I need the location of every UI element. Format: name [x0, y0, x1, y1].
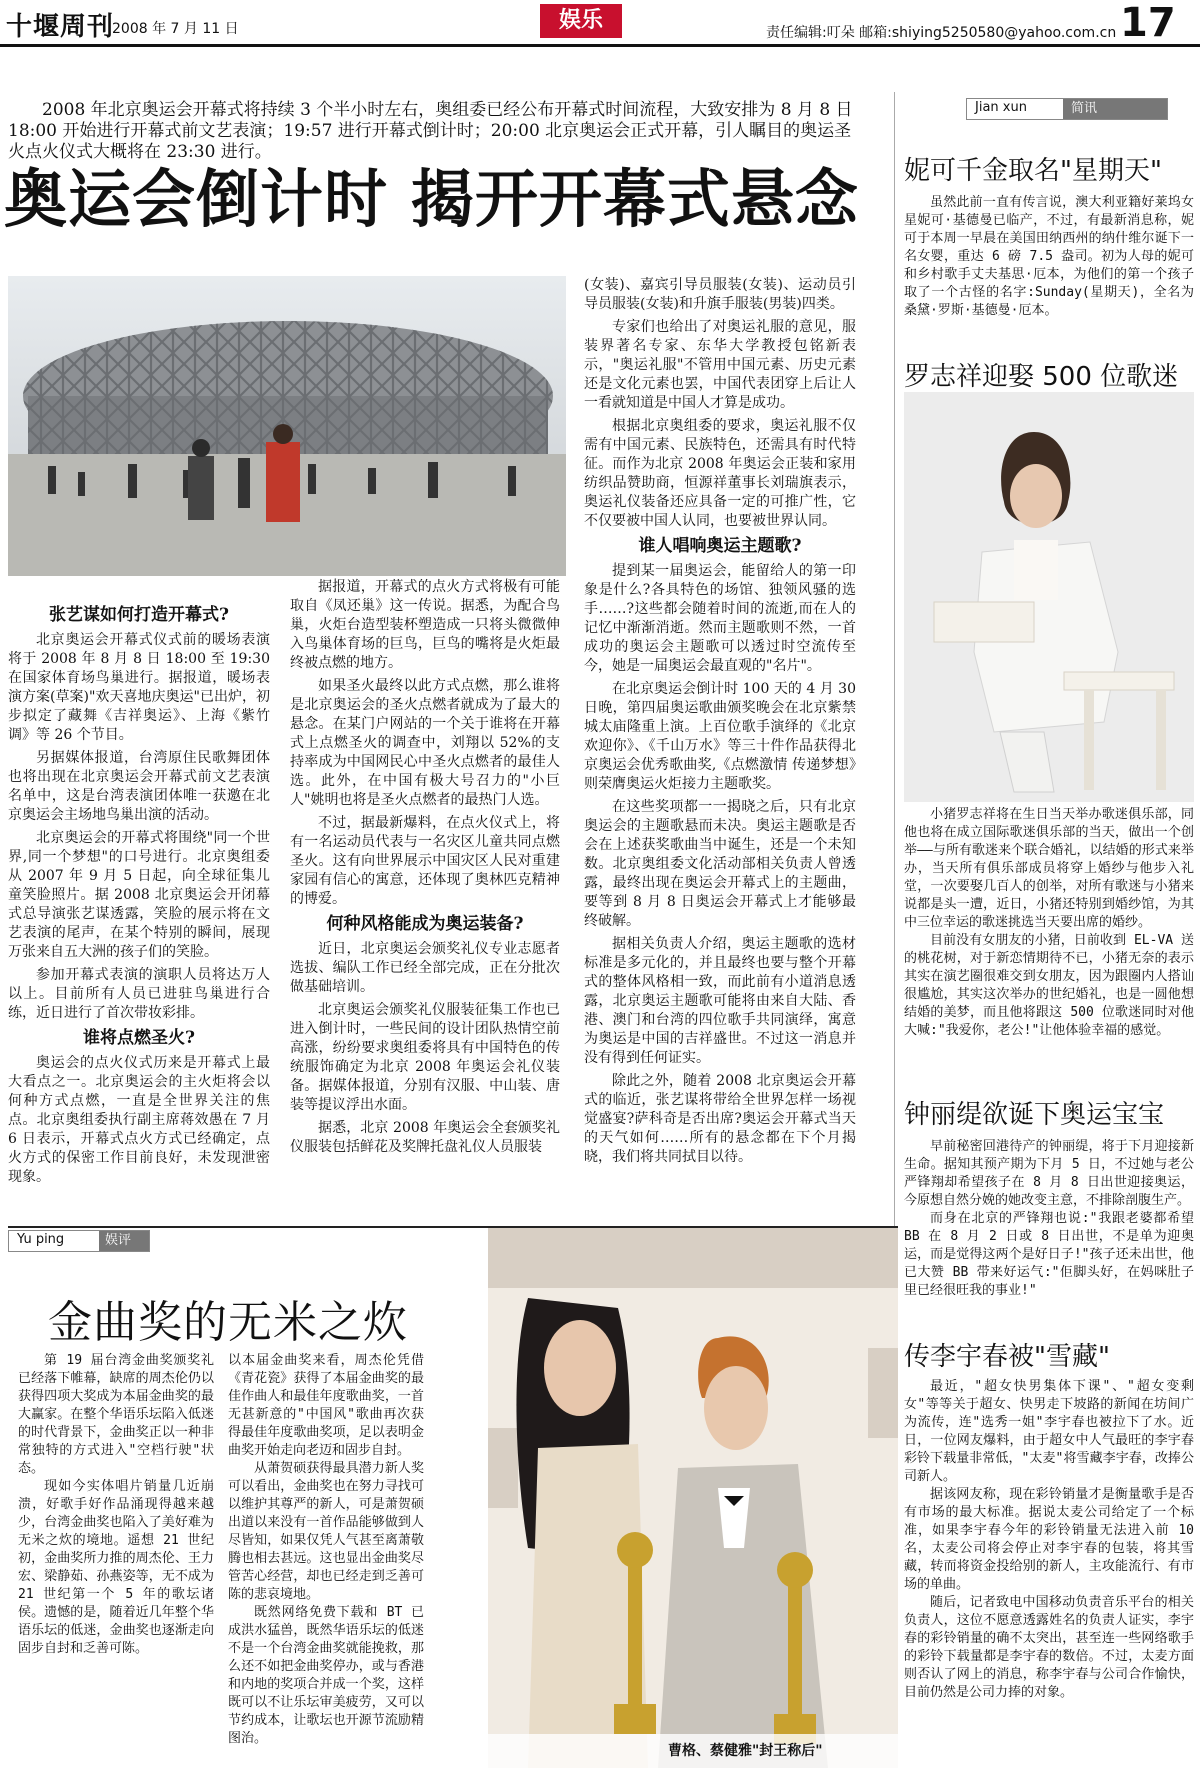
brief-body-2 [904, 806, 1194, 1040]
article-paragraph: 奥运会的点火仪式历来是开幕式上最大看点之一。北京奥运会的主火炬将会以何种方式点燃，一直是全世界关注的焦点。北京奥组委执行副主席蒋效愚在 7 月 6 日表示，开幕式点火方式已经确定，点火方式的保密工作目前良好，未发现泄密现象。 [8, 1055, 270, 1185]
brief-para: 虽然此前一直有传言说，澳大利亚籍好莱坞女星妮可·基德曼已临产，不过，有最新消息称，妮可于本周一早晨在美国田纳西州的纳什维尔诞下一名女婴，重达 6 磅 7.5 盎司。初为人母的妮可和乡村歌手丈夫基思·厄本，为他们的第一个孩子取了一个古怪的名字:Sunday(星期天)，全名为桑黛·罗斯·基德曼·厄本。 [904, 195, 1194, 318]
brief-para: 据该网友称，现在彩铃销量才是衡量歌手是否有市场的最大标准。据说太麦公司给定了一个标准，如果李宇春今年的彩铃销量无法进入前 10 名，太麦公司将会停止对李宇春的包装，将其雪藏，转而将资金投给别的新人，主攻能流行、有市场的单曲。 [904, 1487, 1194, 1592]
review-column-2 [228, 1352, 424, 1748]
brief-body-3 [904, 1138, 1194, 1300]
review-para: 第 19 届台湾金曲奖颁奖礼已经落下帷幕，缺席的周杰伦仍以获得四项大奖成为本届金曲奖的最大赢家。在整个华语乐坛陷入低迷的时代背景下，金曲奖正以一种非常独特的方式进入"空档行驶"状态。 [18, 1353, 214, 1476]
article-paragraph: 据相关负责人介绍，奥运主题歌的选材标准是多元化的，并且最终也要与整个开幕式的整体风格相一致，而此前有小道消息透露，北京奥运主题歌可能将由来自大陆、香港、澳门和台湾的四位歌手共同演绎，寓意为奥运是中国的吉祥盛世。不过这一消息并没有得到任何证实。 [584, 936, 856, 1066]
review-tag [8, 1230, 150, 1252]
article-paragraph: 参加开幕式表演的演职人员将达万人以上。目前所有人员已进驻鸟巢进行合练，近日进行了首次带妆彩排。 [8, 967, 270, 1021]
review-para: 从萧贺硕获得最具潜力新人奖可以看出，金曲奖也在努力寻找可以维护其尊严的新人，可是萧贺硕出道以来没有一首作品能够做到人尽皆知，如果仅凭人气甚至离萧敬腾也相去甚远。这也显出金曲奖尽管苦心经营，却也已经走到乏善可陈的悲哀境地。 [228, 1461, 424, 1602]
section-subhead: 谁人唱响奥运主题歌? [638, 536, 802, 556]
brief-para: 而身在北京的严锋翔也说:"我跟老婆都希望 BB 在 8 月 2 日或 8 日出世，不是单为迎奥运，而是觉得这两个是好日子!"孩子还未出世，他已大赞 BB 带来好运气:"佢脚头好，在妈咪肚子里已经很旺我的事业!" [904, 1211, 1194, 1298]
section-subhead: 何种风格能成为奥运装备? [326, 914, 524, 934]
award-illustration [488, 1228, 898, 1768]
briefs-tag-en: Jian xun [975, 100, 1027, 115]
brief-para: 随后，记者致电中国移动负责音乐平台的相关负责人，这位不愿意透露姓名的负责人证实，李宇春的彩铃销量的确不太突出，甚至连一些网络歌手的彩铃下载量都是李宇春的数倍。不过，太麦方面则否认了网上的消息，称李宇春与公司合作愉快，目前仍然是公司力捧的对象。 [904, 1595, 1194, 1700]
singer-photo [904, 392, 1194, 802]
masthead: 十堰周刊 [6, 12, 115, 42]
brief-title-2: 罗志祥迎娶 500 位歌迷 [904, 362, 1179, 392]
article-paragraph: 据悉，北京 2008 年奥运会全套颁奖礼仪服装包括鲜花及奖牌托盘礼仪人员服装 [290, 1120, 560, 1155]
article-paragraph: 根据北京奥组委的要求，奥运礼服不仅需有中国元素、民族特色，还需具有时代特征。而作为北京 2008 年奥运会正装和家用纺织品赞助商，恒源祥董事长刘瑞旗表示，奥运礼仪装备还应具备一定的可推广性，它不仅要被中国人认同，也要被世界认同。 [584, 418, 856, 529]
brief-title-1: 妮可千金取名"星期天" [904, 156, 1162, 186]
article-paragraph: (女装)、嘉宾引导员服装(女装)、运动员引导员服装(女装)和升旗手服装(男装)四类。 [584, 277, 856, 312]
briefs-tag-zh: 简讯 [1063, 99, 1167, 119]
stadium-photo [8, 276, 566, 576]
section-subhead: 张艺谋如何打造开幕式? [49, 605, 229, 625]
main-headline: 奥运会倒计时 揭开开幕式悬念 [4, 163, 859, 236]
review-para: 既然网络免费下载和 BT 已成洪水猛兽，既然华语乐坛的低迷不是一个台湾金曲奖就能挽救，那么还不如把金曲奖停办，或与香港和内地的奖项合并成一个奖，这样既可以不让乐坛审美疲劳，又可以节约成本，让歌坛也开源节流励精图治。 [228, 1605, 424, 1746]
article-column-2 [290, 578, 560, 1161]
article-paragraph: 北京奥运会的开幕式将围绕"同一个世界,同一个梦想"的口号进行。北京奥组委从 2007 年 9 月 5 日起，向全球征集儿童笑脸照片。据 2008 北京奥运会开闭幕式总导演张艺谋透露，笑脸的展示将在文艺表演的尾声，在某个特别的瞬间，展现万张来自五大洲的孩子们的笑脸。 [8, 830, 270, 960]
issue-date: 2008 年 7 月 11 日 [112, 21, 239, 37]
page-number: 17 [1120, 0, 1176, 46]
article-column-3 [584, 276, 856, 1171]
article-paragraph: 如果圣火最终以此方式点燃，那么谁将是北京奥运会的圣火点燃者就成为了最大的悬念。在某门户网站的一个关于谁将在开幕式上点燃圣火的调查中，刘翔以 52%的支持率成为中国网民心中圣火点燃者的最佳人选。此外，在中国有极大号召力的"小巨人"姚明也将是圣火点燃者的最热门人选。 [290, 678, 560, 808]
brief-para: 早前秘密回港待产的钟丽缇，将于下月迎接新生命。据知其预产期为下月 5 日，不过她与老公严锋翔却希望孩子在 8 月 8 日出世迎接奥运，今原想自然分娩的她改变主意，不排除剖腹生产。 [904, 1139, 1194, 1208]
section-subhead: 谁将点燃圣火? [83, 1028, 195, 1048]
brief-title-3: 钟丽缇欲诞下奥运宝宝 [904, 1100, 1165, 1130]
briefs-tag [966, 98, 1168, 120]
article-column-1 [8, 600, 270, 1191]
photo-caption: 曹格、蔡健雅"封王称后" [668, 1743, 823, 1759]
brief-body-4 [904, 1378, 1194, 1702]
review-column-1 [18, 1352, 214, 1658]
brief-para: 小猪罗志祥将在生日当天举办歌迷俱乐部，同他也将在成立国际歌迷俱乐部的当天，做出一个创举——与所有歌迷来个联合婚礼，以结婚的形式来举办，当天所有俱乐部成员将穿上婚纱与他步入礼堂，一次要娶几百人的创举，对所有歌迷与小猪来说都是头一遭，近日，小猪还特别到婚纱馆，为其中三位幸运的歌迷挑选当天要出席的婚纱。 [904, 807, 1194, 930]
stadium-illustration [8, 276, 566, 576]
lead-summary: 2008 年北京奥运会开幕式将持续 3 个半小时左右，奥组委已经公布开幕式时间流程，大致安排为 8 月 8 日 18:00 开始进行开幕式前文艺表演；19:57 进行开幕式倒计时；20:00 北京奥运会正式开幕，引人瞩目的奥运圣火点火仪式大概将在 23:30 进行。 [8, 100, 853, 162]
article-paragraph: 在北京奥运会倒计时 100 天的 4 月 30 日晚，第四届奥运歌曲颁奖晚会在北京紫禁城太庙隆重上演。上百位歌手演绎的《北京欢迎你》、《千山万水》等三十件作品获得北京奥运会优秀歌曲奖,《点燃激情 传递梦想》则荣膺奥运火炬接力主题歌奖。 [584, 681, 856, 792]
article-paragraph: 近日，北京奥运会颁奖礼仪专业志愿者选拔、编队工作已经全部完成，正在分批次做基础培训。 [290, 941, 560, 995]
brief-para: 最近，"超女快男集体下课"、"超女变剩女"等等关于超女、快男走下坡路的新闻在坊间广为流传，连"选秀一姐"李宇春也被拉下了水。近日，一位网友爆料，由于超女中人气最旺的李宇春彩铃下载量非常低，"太麦"将雪藏李宇春，改捧公司新人。 [904, 1379, 1194, 1484]
article-paragraph: 提到某一届奥运会，能留给人的第一印象是什么?各具特色的场馆、独领风骚的选手……?这些都会随着时间的流逝,而在人的记忆中渐渐消逝。然而主题歌则不然，一首成功的奥运会主题歌可以透过时空流传至今，她是一届奥运会最直观的"名片"。 [584, 563, 856, 674]
review-para: 现如今实体唱片销量几近崩溃，好歌手好作品涌现得越来越少，台湾金曲奖也陷入了美好难为无米之炊的境地。遥想 21 世纪初，金曲奖所力推的周杰伦、王力宏、梁静茹、孙燕姿等，无不成为 21 世纪第一个 5 年的歌坛诸侯。遗憾的是，随着近几年整个华语乐坛的低迷，金曲奖也逐渐走向固步自封和乏善可陈。 [18, 1479, 214, 1656]
award-photo [488, 1228, 898, 1768]
editor-info: 责任编辑:叮朵 邮箱:shiying5250580@yahoo.com.cn [766, 25, 1117, 41]
article-paragraph: 北京奥运会颁奖礼仪服装征集工作也已进入倒计时，一些民间的设计团队热情空前高涨，纷纷要求奥组委将具有中国特色的传统服饰确定为北京 2008 年奥运会礼仪装备。据媒体报道，分别有汉服、中山装、唐装等提议浮出水面。 [290, 1002, 560, 1113]
review-tag-en: Yu ping [17, 1232, 65, 1247]
article-paragraph: 北京奥运会开幕式仪式前的暖场表演将于 2008 年 8 月 8 日 18:00 至 19:30 在国家体育场鸟巢进行。据报道，暖场表演方案(草案)"欢天喜地庆奥运"已出炉，初步拟定了藏舞《吉祥奥运》、上海《紫竹调》等 26 个节目。 [8, 632, 270, 743]
article-paragraph: 另据媒体报道，台湾原住民歌舞团体也将出现在北京奥运会开幕式前文艺表演名单中，这是台湾表演团体唯一获邀在北京奥运会主场地鸟巢出演的活动。 [8, 750, 270, 823]
review-title: 金曲奖的无米之炊 [48, 1297, 408, 1348]
brief-body-1 [904, 194, 1194, 320]
review-para: 以本届金曲奖来看，周杰伦凭借《青花瓷》获得了本届金曲奖的最佳作曲人和最佳年度歌曲奖，一首无甚新意的"中国风"歌曲再次获得最佳年度歌曲奖项，足以表明金曲奖开始走向老迈和固步自封。 [228, 1353, 424, 1458]
article-paragraph: 专家们也给出了对奥运礼服的意见，服装界著名专家、东华大学教授包铭新表示，"奥运礼服"不管用中国元素、历史元素还是文化元素也罢，中国代表团穿上后让人一看就知道是中国人才算是成功。 [584, 319, 856, 411]
brief-para: 目前没有女朋友的小猪，日前收到 EL-VA 送的桃花树，对于新恋情期待不已，小猪无奈的表示其实在演艺圈很难交到女朋友，因为跟圈内人搭讪很尴尬，其实这次举办的世纪婚礼，也是一圆他想结婚的美梦，而且他将跟这 500 位歌迷同时对他大喊:"我爱你，老公!"让他体验幸福的感觉。 [904, 933, 1194, 1038]
brief-title-4: 传李宇春被"雪藏" [904, 1342, 1110, 1372]
article-paragraph: 不过，据最新爆料，在点火仪式上，将有一名运动员代表与一名灾区儿童共同点燃圣火。这有向世界展示中国灾区人民对重建家园有信心的寓意，还体现了奥林匹克精神的博爱。 [290, 815, 560, 907]
article-paragraph: 除此之外，随着 2008 北京奥运会开幕式的临近，张艺谋将带给全世界怎样一场视觉盛宴?萨科奇是否出席?奥运会开幕式当天的天气如何……所有的悬念都在下个月揭晓，我们将共同拭目以待。 [584, 1073, 856, 1165]
review-tag-zh: 娱评 [99, 1231, 149, 1251]
singer-illustration [904, 392, 1194, 802]
section-badge: 娱乐 [540, 4, 622, 38]
article-paragraph: 据报道，开幕式的点火方式将极有可能取自《凤还巢》这一传说。据悉，为配合鸟巢，火炬台造型装杯塑造成一只将头微微伸入鸟巢体育场的巨鸟，巨鸟的嘴将是火炬最终被点燃的地方。 [290, 579, 560, 671]
article-paragraph: 在这些奖项都一一揭晓之后，只有北京奥运会的主题歌悬而未决。奥运主题歌是否会在上述获奖歌曲当中诞生，还是一个未知数。北京奥组委文化活动部相关负责人曾透露，最终出现在奥运会开幕式上的主题曲，要等到 8 月 8 日奥运会开幕式上才能够最终破解。 [584, 799, 856, 929]
